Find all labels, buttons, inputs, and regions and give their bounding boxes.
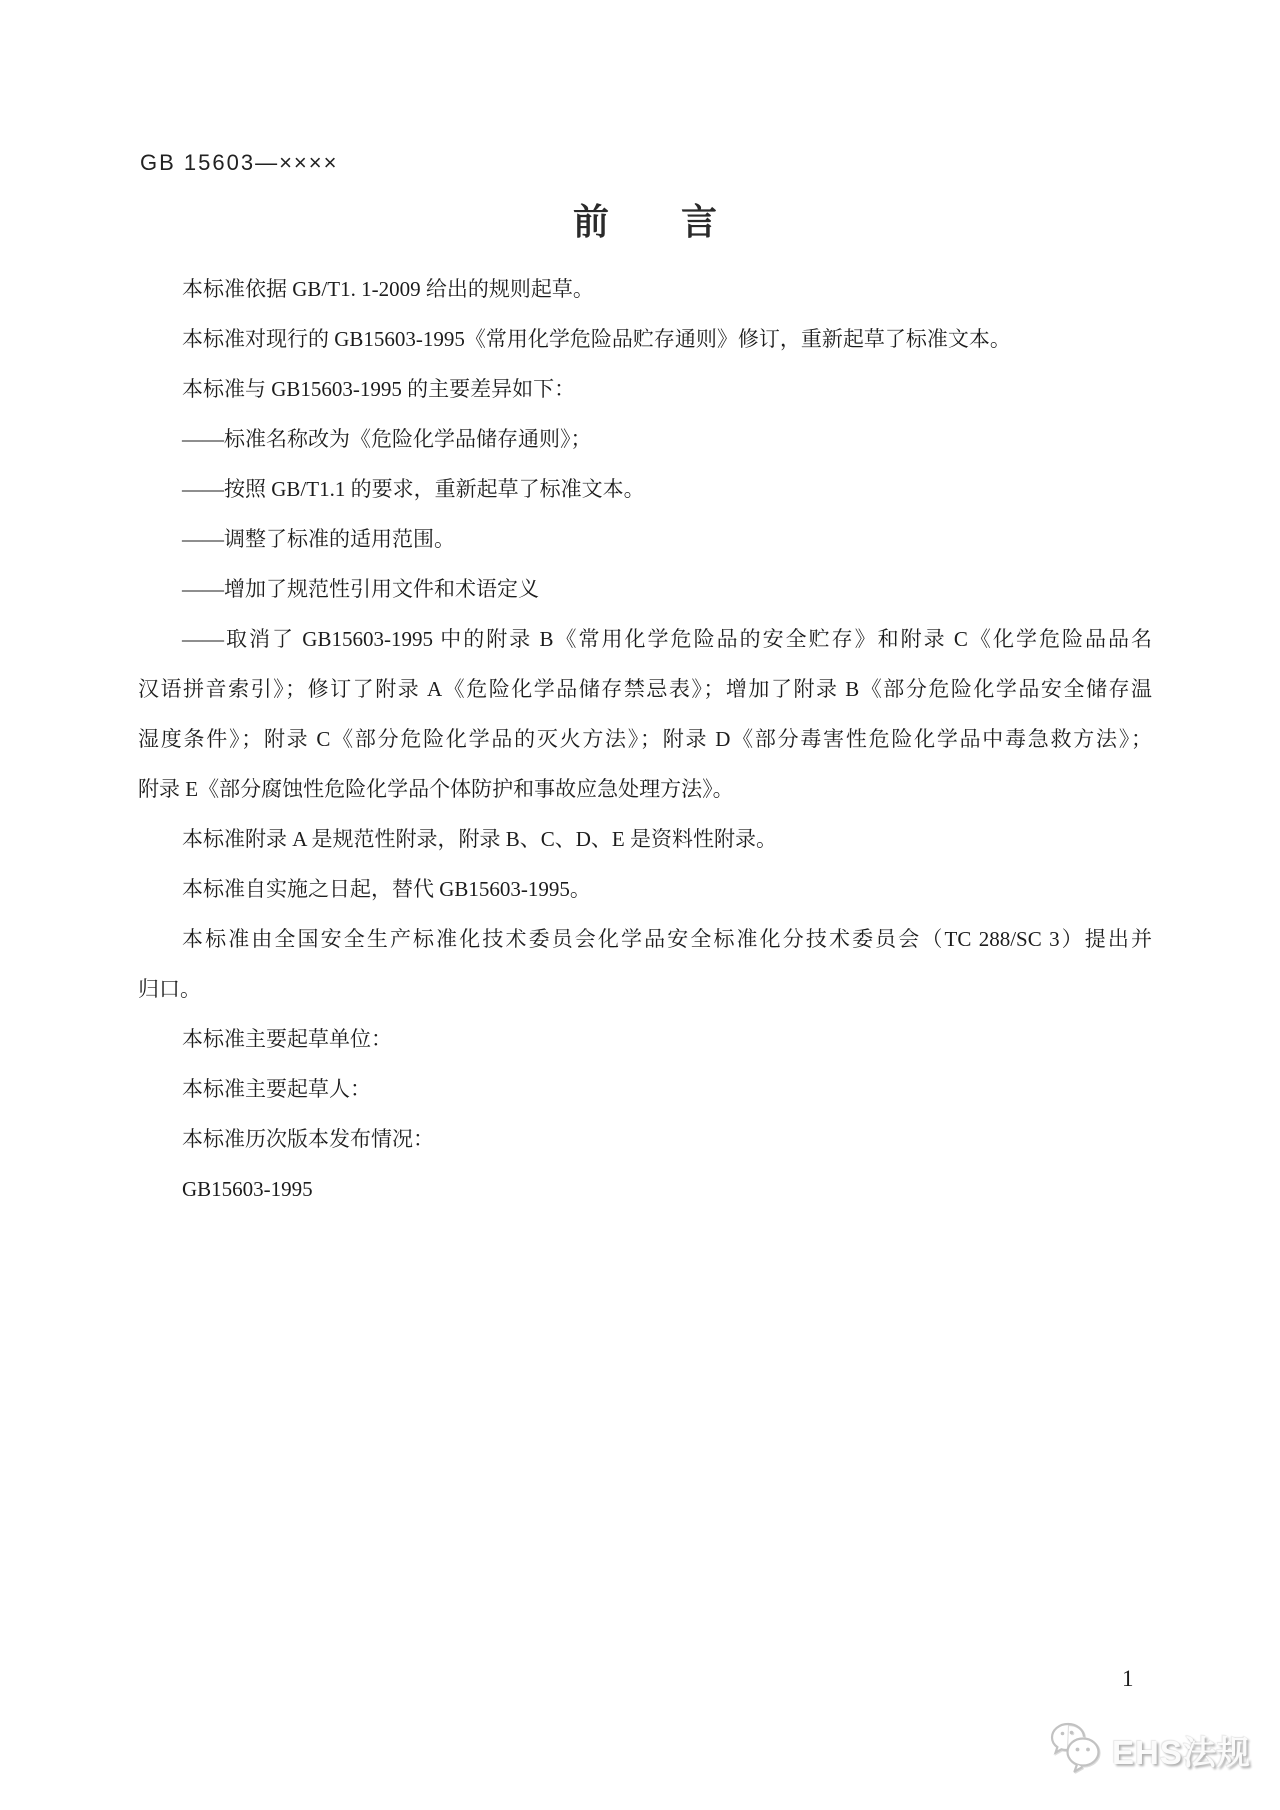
page-number: 1	[1122, 1666, 1134, 1691]
body-line: 本标准主要起草单位：	[182, 1027, 392, 1051]
page-title: 前 言	[572, 201, 717, 242]
document-body	[138, 264, 1152, 1214]
body-line: 本标准历次版本发布情况：	[182, 1127, 434, 1151]
body-line: 本标准与 GB15603-1995 的主要差异如下：	[182, 377, 576, 401]
document-number-header: GB 15603—××××	[140, 150, 339, 175]
body-line: 本标准主要起草人：	[182, 1077, 371, 1101]
watermark	[1046, 1722, 1251, 1779]
body-line: ——按照 GB/T1.1 的要求，重新起草了标准文本。	[182, 477, 645, 501]
watermark-text: EHS法规	[1112, 1734, 1251, 1771]
body-line: ——增加了规范性引用文件和术语定义	[182, 577, 539, 601]
body-line: 本标准对现行的 GB15603-1995《常用化学危险品贮存通则》修订，重新起草了标准文本。	[182, 327, 1011, 351]
wechat-icon	[1046, 1722, 1104, 1779]
body-line: 本标准由全国安全生产标准化技术委员会化学品安全标准化分技术委员会（TC 288/SC 3）提出并	[182, 927, 1152, 951]
body-line: 附录 E《部分腐蚀性危险化学品个体防护和事故应急处理方法》。	[138, 777, 734, 801]
body-line: 本标准自实施之日起，替代 GB15603-1995。	[182, 877, 591, 901]
body-line: 本标准附录 A 是规范性附录，附录 B、C、D、E 是资料性附录。	[182, 827, 778, 851]
body-line: 归口。	[138, 977, 201, 1001]
body-line: ——取消了 GB15603-1995 中的附录 B《常用化学危险品的安全贮存》和附录 C《化学危险品品名	[182, 627, 1152, 651]
body-line: 汉语拼音索引》；修订了附录 A《危险化学品储存禁忌表》；增加了附录 B《部分危险化学品安全储存温	[138, 677, 1152, 701]
body-line: ——标准名称改为《危险化学品储存通则》；	[182, 427, 592, 451]
body-line: 本标准依据 GB/T1. 1-2009 给出的规则起草。	[182, 277, 594, 301]
body-line: GB15603-1995	[182, 1177, 313, 1201]
body-line: ——调整了标准的适用范围。	[182, 527, 455, 551]
body-line: 湿度条件》；附录 C《部分危险化学品的灭火方法》；附录 D《部分毒害性危险化学品中毒急救方法》；	[138, 727, 1152, 751]
